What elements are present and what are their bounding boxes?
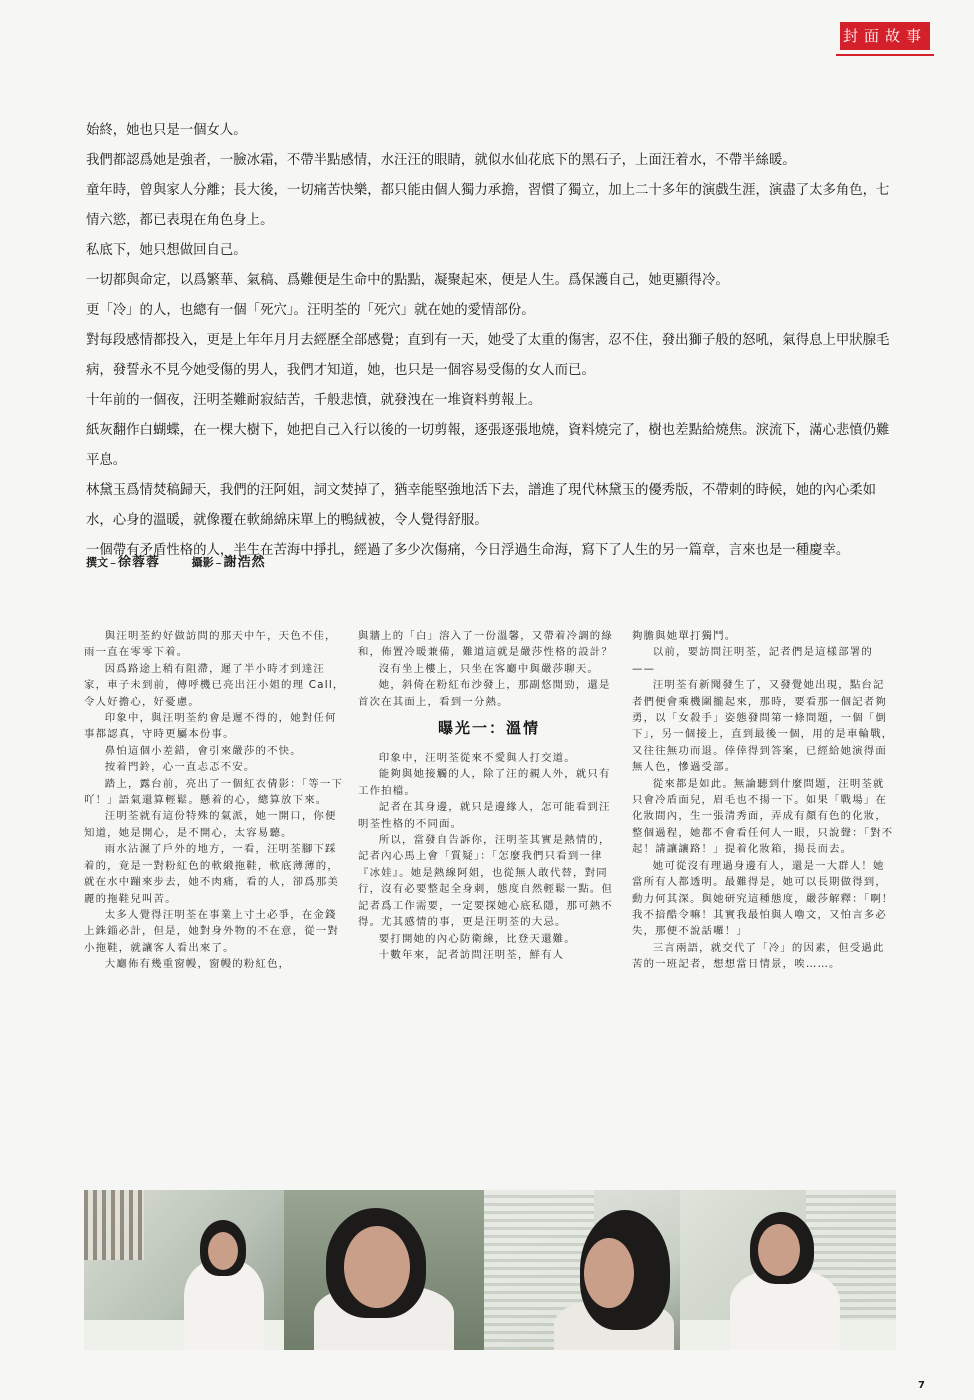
- intro-paragraph: 紙灰翻作白蝴蝶，在一棵大樹下，她把自己入行以後的一切剪報，逐張逐張地燒，資料燒完了，樹也差點給燒焦。淚流下，滿心悲憤仍難平息。: [86, 423, 890, 468]
- body-paragraph: 她可從沒有理過身邊有人，還是一大群人！她當所有人都透明。最難得是，她可以長期做得到，動力何其深。與她研究這種態度，嚴莎解釋：「啊！我不揞酷令嘛！其實我最怕與人嚕文，又怕言多必失，那便不說話囉！」: [632, 859, 894, 938]
- body-paragraph: 踏上，露台前，亮出了一個紅衣倩影：「等一下吖！」語氣還算輕鬆。懸着的心，總算放下來。: [84, 777, 343, 807]
- body-paragraph: 她，斜倚在粉紅布沙發上，那副悠閒勁，還是首次在其面上，看到一分熱。: [358, 679, 611, 708]
- intro-paragraph: 一個帶有矛盾性格的人，半生在苦海中掙扎，經過了多少次傷痛，今日浮過生命海，寫下了人生的另一篇章，言來也是一種慶幸。: [86, 543, 850, 558]
- body-paragraph: 能夠與她接觸的人，除了汪的親人外，就只有工作拍檔。: [358, 768, 611, 797]
- body-paragraph: 十數年來，記者訪問汪明荃，鮮有人: [378, 948, 565, 961]
- photographer-label: 攝影: [191, 555, 214, 569]
- body-paragraph: 與牆上的「白」溶入了一份溫馨，又帶着冷調的綠和，佈置冷暖兼備，難道這就是嚴莎性格的設計？: [358, 630, 613, 659]
- body-paragraph: 印象中，與汪明荃約會是遲不得的，她對任何事都認真，守時更屬本份事。: [84, 712, 337, 741]
- body-paragraph: 從來都是如此。無論聽到什麼問題，汪明荃就只會冷盾面兒，眉毛也不揚一下。如果「戰場」在化妝間內，生一張清秀面，弄成有顏有色的化妝，整個過程，她都不會看任何人一眼，只說聲：「對不起！請讓讓路！」提着化妝箱，揚長而去。: [632, 777, 894, 856]
- body-paragraph: 雨水沾濕了戶外的地方，一看，汪明荃腳下踩着的，竟是一對粉紅色的軟緞拖鞋，軟底薄薄的，就在水中蹦來步去，她不肉痛，看的人，卻爲那美麗的拖鞋兒叫苦。: [84, 843, 339, 905]
- writer-label: 撰文: [86, 555, 108, 569]
- badge-underline: [836, 54, 934, 56]
- body-paragraph: 以前，要訪問汪明荃，記者們是這樣部署的——: [632, 646, 874, 675]
- intro-paragraph: 林黛玉爲情焚稿歸天，我們的汪阿姐，詞文焚掉了，猶幸能堅強地活下去，譜進了現代林黛玉的優秀版，不帶刺的時候，她的內心柔如水，心身的溫暖，就像覆在軟綿綿床單上的鴨絨被，令人覺得舒服。: [86, 483, 877, 528]
- body-paragraph: 汪明荃就有這份特殊的氣派，她一開口，你便知道，她是開心，是不開心，太容易聽。: [84, 810, 337, 839]
- body-paragraph: 印象中，汪明荃從來不愛與人打交道。: [378, 752, 576, 765]
- intro-section: [86, 116, 896, 566]
- writer-name: 徐蓉蓉: [118, 554, 161, 570]
- intro-paragraph: 私底下，她只想做回自己。: [86, 243, 247, 258]
- photo-woman-writing: [680, 1190, 896, 1350]
- body-paragraph: 沒有坐上樓上，只坐在客廳中與嚴莎聊天。: [378, 662, 600, 675]
- intro-paragraph: 童年時，曾與家人分離；長大後，一切痛苦快樂，都只能由個人獨力承擔，習慣了獨立，加上二十多年的演戲生涯，演盡了太多角色，七情六慾，都已表現在角色身上。: [86, 183, 890, 228]
- body-paragraph: 三言兩語，就交代了「冷」的因素，但受過此苦的一班記者，想想當日情景，唉……。: [632, 941, 885, 971]
- intro-paragraph: 對每段感情都投入，更是上年年月月去經歷全部感覺；直到有一天，她受了太重的傷害，忍不住，發出獅子般的怒吼，氣得息上甲狀腺毛病，發誓永不見今她受傷的男人，我們才知道，她，也只是一個容易受傷的女人而已。: [86, 333, 890, 378]
- photo-strip: [84, 1190, 896, 1350]
- body-paragraph: 大廳佈有幾重窗幔，窗幔的粉紅色，: [104, 958, 291, 971]
- body-paragraph: 所以，當發自告訴你，汪明荃其實是熱情的，記者內心馬上會「質疑」：「怎麼我們只看到一律『冰娃』。她是熱線阿姐，也從無人敢代替，對同行，沒有必要整起全身刺，態度自然輕鬆一點。但記者爲工作需要，一定要探她心底私隱，那可熱不得。尤其感情的事，更是汪明荃的大忌。: [358, 834, 613, 929]
- intro-paragraph: 始終，她也只是一個女人。: [86, 123, 247, 138]
- photographer-name: 謝浩然: [223, 554, 266, 570]
- intro-paragraph: 十年前的一個夜，汪明荃難耐寂結苦，千般悲憤，就發洩在一堆資料剪報上。: [86, 393, 542, 408]
- body-paragraph: 鼻怕這個小差錯，會引來嚴莎的不快。: [104, 744, 302, 757]
- page-number: 7: [918, 1380, 925, 1391]
- body-paragraph: 要打開她的內心防衛線，比登天還難。: [378, 932, 576, 945]
- body-paragraph: 太多人覺得汪明荃在事業上寸土必爭，在金錢上銖錙必計，但是，她對身外物的不在意，從一對小拖鞋，就讓客人看出來了。: [84, 908, 339, 954]
- article-column-2: [358, 628, 620, 963]
- intro-paragraph: 我們都認爲她是強者，一臉冰霜，不帶半點感情，水汪汪的眼睛，就似水仙花底下的黑石子，上面汪着水，不帶半絲暖。: [86, 153, 796, 168]
- body-paragraph: 汪明荃有新聞發生了，又發覺她出現，點台記者們便會乘機圍攏起來，那時，要看那一個記者夠勇，以「女殺手」姿態發問第一條問題，一個「倒下」，另一個接上，直到最後一個，用的是車輪戰，又往往無功而退。倖倖得到答案，已經給她演得面無人色，慘過受部。: [632, 679, 894, 774]
- body-paragraph: 記者在其身邊，就只是邊緣人，怎可能看到汪明荃性格的不同面。: [358, 801, 611, 830]
- body-paragraph: 夠膽與她單打獨鬥。: [632, 630, 737, 642]
- byline: 撰文 – 徐蓉蓉 攝影 – 謝浩然: [86, 552, 486, 572]
- article-column-1: [84, 628, 346, 973]
- intro-paragraph: 一切都與命定，以爲繁華、氣稿、爲難便是生命中的點點，凝聚起來，便是人生。爲保護自己，她更顯得冷。: [86, 273, 729, 288]
- article-column-3: [632, 628, 894, 973]
- body-paragraph: 與汪明荃約好做訪問的那天中午，天色不佳，雨一直在零零下着。: [84, 630, 337, 659]
- photo-woman-at-desk: [84, 1190, 284, 1350]
- body-paragraph: 因爲路途上稍有阻滯，遲了半小時才到達汪家，車子未到前，傳呼機已亮出汪小姐的理 Call，令人好擔心，好憂慮。: [84, 662, 345, 708]
- section-heading: 曝光一：溫情: [437, 719, 540, 738]
- photo-woman-profile: [484, 1190, 680, 1350]
- intro-paragraph: 更「冷」的人，也總有一個「死穴」。汪明荃的「死穴」就在她的愛情部份。: [86, 303, 535, 318]
- body-paragraph: 按着門鈴，心一直忐忑不安。: [104, 761, 256, 774]
- photo-woman-portrait: [284, 1190, 484, 1350]
- section-badge: 封面故事: [840, 22, 930, 50]
